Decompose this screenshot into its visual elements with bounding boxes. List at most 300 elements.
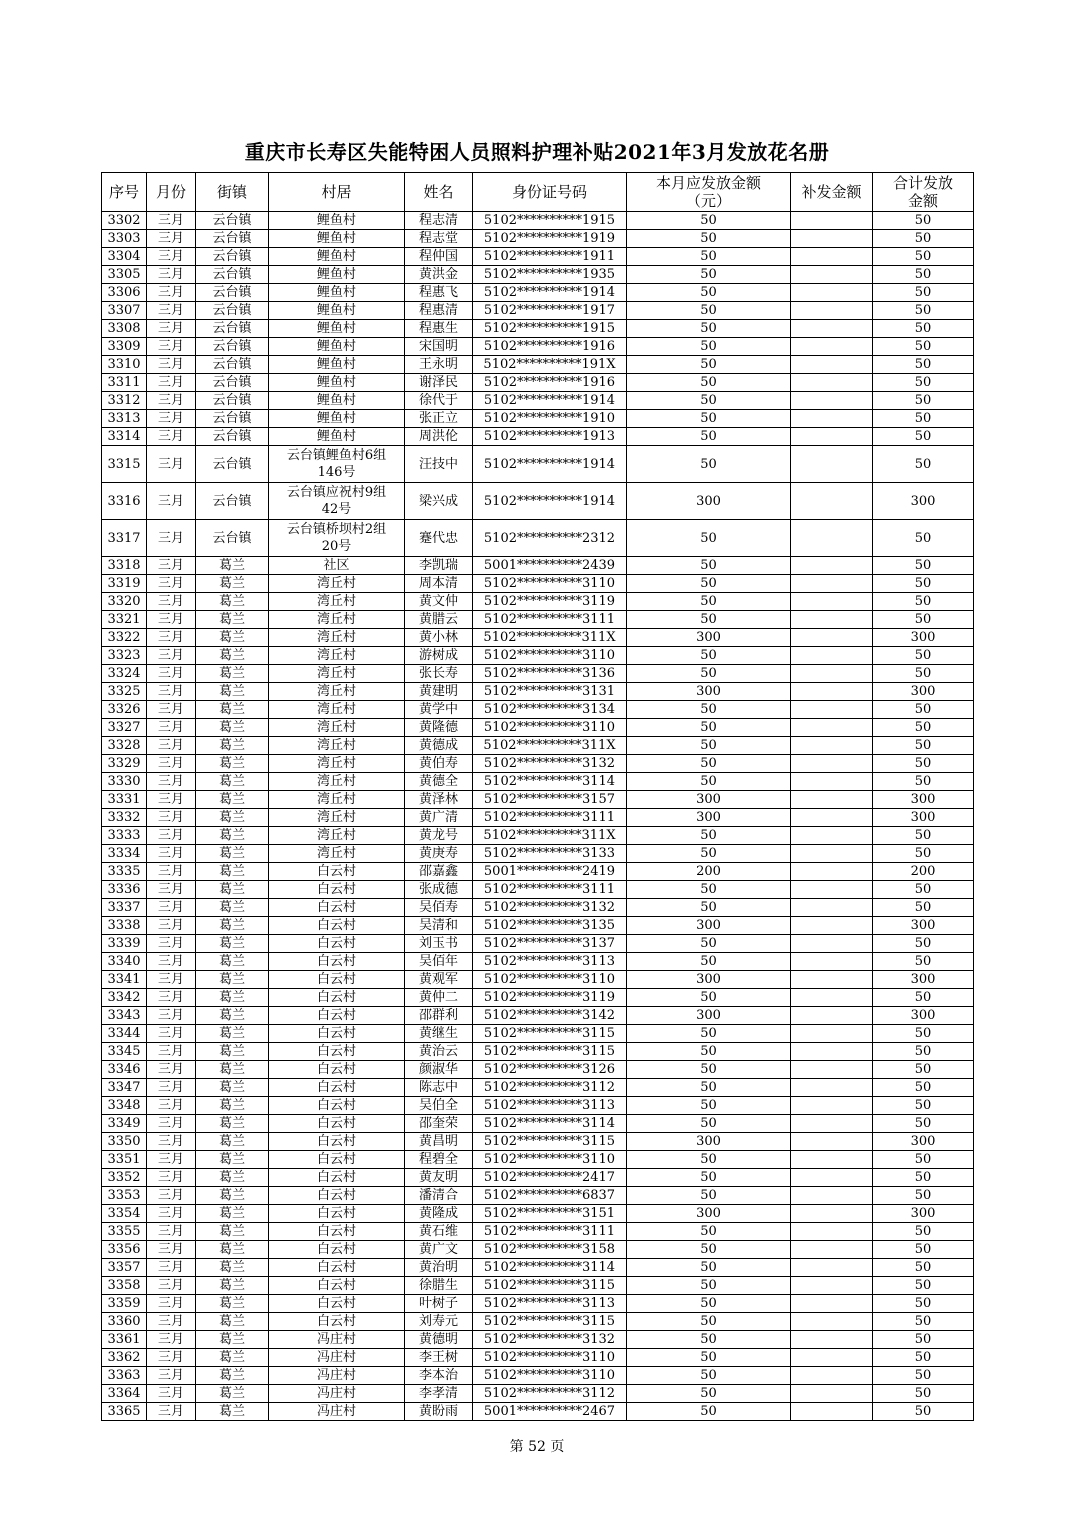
cell-town: 葛兰: [196, 1061, 269, 1079]
cell-seq: 3364: [102, 1385, 147, 1403]
column-header-month: 月份: [147, 173, 196, 212]
cell-seq: 3313: [102, 410, 147, 428]
cell-seq: 3340: [102, 953, 147, 971]
cell-monthly-amount: 200: [627, 863, 791, 881]
cell-village: 湾丘村: [269, 611, 405, 629]
cell-month: 三月: [147, 611, 196, 629]
cell-monthly-amount: 300: [627, 1007, 791, 1025]
cell-monthly-amount: 50: [627, 1151, 791, 1169]
table-row: [102, 266, 974, 284]
cell-id-number: 5102**********3157: [473, 791, 627, 809]
cell-village: 鲤鱼村: [269, 248, 405, 266]
cell-month: 三月: [147, 1115, 196, 1133]
cell-name: 吴佰寿: [405, 899, 473, 917]
cell-month: 三月: [147, 647, 196, 665]
table-row: [102, 701, 974, 719]
cell-town: 葛兰: [196, 629, 269, 647]
cell-town: 葛兰: [196, 737, 269, 755]
cell-id-number: 5102**********3126: [473, 1061, 627, 1079]
cell-total: 50: [873, 1223, 974, 1241]
cell-supplement: [791, 1025, 873, 1043]
cell-month: 三月: [147, 1169, 196, 1187]
cell-monthly-amount: 300: [627, 809, 791, 827]
cell-month: 三月: [147, 665, 196, 683]
cell-total: 50: [873, 284, 974, 302]
cell-supplement: [791, 971, 873, 989]
cell-seq: 3360: [102, 1313, 147, 1331]
cell-monthly-amount: 300: [627, 1205, 791, 1223]
cell-seq: 3365: [102, 1403, 147, 1421]
cell-name: 张长寿: [405, 665, 473, 683]
cell-monthly-amount: 50: [627, 1241, 791, 1259]
cell-supplement: [791, 266, 873, 284]
cell-name: 黄广文: [405, 1241, 473, 1259]
cell-town: 云台镇: [196, 446, 269, 483]
cell-month: 三月: [147, 1295, 196, 1313]
cell-total: 50: [873, 935, 974, 953]
cell-id-number: 5102**********311X: [473, 827, 627, 845]
cell-village: 湾丘村: [269, 665, 405, 683]
cell-id-number: 5102**********3114: [473, 773, 627, 791]
table-row: [102, 899, 974, 917]
cell-name: 刘玉书: [405, 935, 473, 953]
cell-supplement: [791, 446, 873, 483]
cell-total: 200: [873, 863, 974, 881]
cell-month: 三月: [147, 212, 196, 230]
table-row: [102, 953, 974, 971]
cell-id-number: 5102**********3111: [473, 611, 627, 629]
table-row: [102, 1187, 974, 1205]
table-row: [102, 392, 974, 410]
cell-seq: 3332: [102, 809, 147, 827]
cell-name: 黄学中: [405, 701, 473, 719]
cell-month: 三月: [147, 284, 196, 302]
cell-town: 葛兰: [196, 1241, 269, 1259]
cell-monthly-amount: 50: [627, 1385, 791, 1403]
cell-name: 黄庚寿: [405, 845, 473, 863]
cell-month: 三月: [147, 356, 196, 374]
cell-supplement: [791, 935, 873, 953]
cell-village: 白云村: [269, 1241, 405, 1259]
cell-seq: 3352: [102, 1169, 147, 1187]
cell-supplement: [791, 773, 873, 791]
cell-seq: 3330: [102, 773, 147, 791]
cell-monthly-amount: 50: [627, 647, 791, 665]
cell-month: 三月: [147, 1205, 196, 1223]
cell-supplement: [791, 647, 873, 665]
cell-total: 50: [873, 446, 974, 483]
cell-total: 50: [873, 1025, 974, 1043]
cell-month: 三月: [147, 1331, 196, 1349]
cell-name: 吴佰年: [405, 953, 473, 971]
cell-seq: 3331: [102, 791, 147, 809]
cell-month: 三月: [147, 827, 196, 845]
cell-name: 程惠生: [405, 320, 473, 338]
cell-town: 葛兰: [196, 971, 269, 989]
cell-seq: 3321: [102, 611, 147, 629]
cell-seq: 3322: [102, 629, 147, 647]
cell-supplement: [791, 701, 873, 719]
cell-name: 颜淑华: [405, 1061, 473, 1079]
cell-supplement: [791, 1097, 873, 1115]
cell-town: 云台镇: [196, 410, 269, 428]
cell-supplement: [791, 827, 873, 845]
cell-supplement: [791, 809, 873, 827]
cell-month: 三月: [147, 320, 196, 338]
cell-id-number: 5102**********3114: [473, 1259, 627, 1277]
cell-id-number: 5102**********3113: [473, 1295, 627, 1313]
cell-total: 50: [873, 1187, 974, 1205]
cell-id-number: 5102**********3135: [473, 917, 627, 935]
cell-total: 50: [873, 520, 974, 557]
cell-id-number: 5102**********3113: [473, 953, 627, 971]
cell-name: 黄文仲: [405, 593, 473, 611]
cell-id-number: 5102**********3119: [473, 593, 627, 611]
cell-month: 三月: [147, 1241, 196, 1259]
cell-supplement: [791, 338, 873, 356]
cell-seq: 3319: [102, 575, 147, 593]
cell-monthly-amount: 50: [627, 1277, 791, 1295]
table-row: [102, 1025, 974, 1043]
cell-name: 程仲国: [405, 248, 473, 266]
cell-supplement: [791, 719, 873, 737]
cell-name: 蹇代忠: [405, 520, 473, 557]
cell-total: 50: [873, 593, 974, 611]
cell-id-number: 5001**********2439: [473, 557, 627, 575]
cell-total: 50: [873, 356, 974, 374]
cell-id-number: 5102**********3110: [473, 1151, 627, 1169]
table-row: [102, 446, 974, 483]
cell-total: 50: [873, 1097, 974, 1115]
cell-seq: 3329: [102, 755, 147, 773]
column-header-village: 村居: [269, 173, 405, 212]
cell-village: 白云村: [269, 1007, 405, 1025]
cell-town: 葛兰: [196, 1331, 269, 1349]
cell-id-number: 5102**********1914: [473, 483, 627, 520]
cell-total: 50: [873, 1349, 974, 1367]
table-row: [102, 1403, 974, 1421]
cell-id-number: 5102**********3133: [473, 845, 627, 863]
cell-id-number: 5102**********3110: [473, 1367, 627, 1385]
cell-village: 鲤鱼村: [269, 410, 405, 428]
cell-village: 白云村: [269, 1097, 405, 1115]
cell-town: 葛兰: [196, 881, 269, 899]
cell-seq: 3323: [102, 647, 147, 665]
cell-seq: 3306: [102, 284, 147, 302]
cell-town: 葛兰: [196, 701, 269, 719]
table-row: [102, 1349, 974, 1367]
cell-supplement: [791, 1331, 873, 1349]
cell-total: 50: [873, 1403, 974, 1421]
cell-name: 李本治: [405, 1367, 473, 1385]
cell-id-number: 5102**********1916: [473, 338, 627, 356]
cell-monthly-amount: 300: [627, 1133, 791, 1151]
cell-seq: 3309: [102, 338, 147, 356]
table-row: [102, 356, 974, 374]
cell-month: 三月: [147, 593, 196, 611]
cell-id-number: 5102**********2312: [473, 520, 627, 557]
cell-month: 三月: [147, 845, 196, 863]
cell-id-number: 5102**********3115: [473, 1043, 627, 1061]
cell-seq: 3362: [102, 1349, 147, 1367]
cell-village: 白云村: [269, 1205, 405, 1223]
cell-name: 黄泽林: [405, 791, 473, 809]
cell-monthly-amount: 50: [627, 374, 791, 392]
cell-name: 潘清合: [405, 1187, 473, 1205]
cell-town: 云台镇: [196, 338, 269, 356]
cell-id-number: 5102**********3111: [473, 809, 627, 827]
cell-id-number: 5102**********1915: [473, 320, 627, 338]
cell-total: 50: [873, 719, 974, 737]
table-row: [102, 1313, 974, 1331]
cell-id-number: 5102**********6837: [473, 1187, 627, 1205]
cell-supplement: [791, 410, 873, 428]
cell-supplement: [791, 881, 873, 899]
cell-month: 三月: [147, 575, 196, 593]
cell-id-number: 5102**********1914: [473, 392, 627, 410]
cell-monthly-amount: 300: [627, 791, 791, 809]
cell-seq: 3314: [102, 428, 147, 446]
cell-month: 三月: [147, 863, 196, 881]
cell-name: 黄盼雨: [405, 1403, 473, 1421]
cell-village: 白云村: [269, 1259, 405, 1277]
cell-town: 葛兰: [196, 1007, 269, 1025]
cell-town: 云台镇: [196, 392, 269, 410]
cell-month: 三月: [147, 701, 196, 719]
cell-supplement: [791, 520, 873, 557]
cell-monthly-amount: 50: [627, 593, 791, 611]
table-row: [102, 1115, 974, 1133]
cell-name: 程志堂: [405, 230, 473, 248]
table-row: [102, 410, 974, 428]
cell-month: 三月: [147, 338, 196, 356]
table-row: [102, 1259, 974, 1277]
cell-supplement: [791, 1367, 873, 1385]
cell-name: 周洪伦: [405, 428, 473, 446]
cell-total: 50: [873, 899, 974, 917]
table-row: [102, 320, 974, 338]
cell-supplement: [791, 791, 873, 809]
cell-seq: 3302: [102, 212, 147, 230]
cell-month: 三月: [147, 483, 196, 520]
cell-name: 黄治明: [405, 1259, 473, 1277]
table-row: [102, 935, 974, 953]
cell-total: 50: [873, 266, 974, 284]
cell-monthly-amount: 50: [627, 575, 791, 593]
cell-name: 李孝清: [405, 1385, 473, 1403]
cell-supplement: [791, 284, 873, 302]
cell-seq: 3324: [102, 665, 147, 683]
cell-seq: 3349: [102, 1115, 147, 1133]
cell-village: 湾丘村: [269, 719, 405, 737]
cell-id-number: 5102**********3110: [473, 647, 627, 665]
cell-id-number: 5102**********191X: [473, 356, 627, 374]
cell-village: 白云村: [269, 1223, 405, 1241]
cell-total: 50: [873, 557, 974, 575]
cell-village: 湾丘村: [269, 575, 405, 593]
cell-monthly-amount: 50: [627, 845, 791, 863]
cell-month: 三月: [147, 248, 196, 266]
cell-village: 鲤鱼村: [269, 230, 405, 248]
cell-total: 50: [873, 665, 974, 683]
cell-total: 50: [873, 1295, 974, 1313]
cell-village: 湾丘村: [269, 827, 405, 845]
cell-month: 三月: [147, 989, 196, 1007]
cell-total: 300: [873, 917, 974, 935]
cell-name: 黄仲二: [405, 989, 473, 1007]
cell-name: 周本清: [405, 575, 473, 593]
cell-seq: 3344: [102, 1025, 147, 1043]
cell-id-number: 5102**********3151: [473, 1205, 627, 1223]
table-body: [102, 212, 974, 1421]
cell-name: 李凯瑞: [405, 557, 473, 575]
cell-village: 白云村: [269, 1169, 405, 1187]
cell-monthly-amount: 50: [627, 248, 791, 266]
cell-id-number: 5102**********3132: [473, 755, 627, 773]
cell-id-number: 5102**********3131: [473, 683, 627, 701]
cell-seq: 3338: [102, 917, 147, 935]
cell-monthly-amount: 50: [627, 557, 791, 575]
cell-month: 三月: [147, 1385, 196, 1403]
cell-id-number: 5102**********3111: [473, 881, 627, 899]
cell-town: 云台镇: [196, 356, 269, 374]
cell-seq: 3303: [102, 230, 147, 248]
cell-seq: 3328: [102, 737, 147, 755]
table-row: [102, 1367, 974, 1385]
cell-seq: 3357: [102, 1259, 147, 1277]
cell-total: 50: [873, 1367, 974, 1385]
cell-total: 50: [873, 1043, 974, 1061]
cell-supplement: [791, 428, 873, 446]
cell-monthly-amount: 50: [627, 1025, 791, 1043]
cell-monthly-amount: 300: [627, 683, 791, 701]
cell-monthly-amount: 50: [627, 1259, 791, 1277]
cell-village: 鲤鱼村: [269, 284, 405, 302]
cell-month: 三月: [147, 1223, 196, 1241]
cell-monthly-amount: 50: [627, 284, 791, 302]
cell-town: 葛兰: [196, 827, 269, 845]
table-row: [102, 212, 974, 230]
cell-name: 吴清和: [405, 917, 473, 935]
cell-name: 徐腊生: [405, 1277, 473, 1295]
cell-village: 鲤鱼村: [269, 428, 405, 446]
cell-village: 鲤鱼村: [269, 266, 405, 284]
cell-town: 葛兰: [196, 1115, 269, 1133]
cell-total: 50: [873, 1385, 974, 1403]
table-row: [102, 791, 974, 809]
cell-name: 游树成: [405, 647, 473, 665]
cell-month: 三月: [147, 392, 196, 410]
cell-seq: 3334: [102, 845, 147, 863]
cell-village: 鲤鱼村: [269, 374, 405, 392]
cell-supplement: [791, 1043, 873, 1061]
cell-month: 三月: [147, 755, 196, 773]
cell-seq: 3318: [102, 557, 147, 575]
cell-supplement: [791, 248, 873, 266]
table-row: [102, 1241, 974, 1259]
cell-town: 葛兰: [196, 1025, 269, 1043]
table-row: [102, 719, 974, 737]
cell-village: 湾丘村: [269, 791, 405, 809]
cell-monthly-amount: 50: [627, 1331, 791, 1349]
cell-seq: 3354: [102, 1205, 147, 1223]
cell-name: 黄观军: [405, 971, 473, 989]
cell-id-number: 5102**********311X: [473, 737, 627, 755]
cell-total: 50: [873, 1331, 974, 1349]
cell-id-number: 5102**********3132: [473, 1331, 627, 1349]
cell-seq: 3312: [102, 392, 147, 410]
cell-name: 程惠飞: [405, 284, 473, 302]
table-row: [102, 989, 974, 1007]
column-header-seq: 序号: [102, 173, 147, 212]
cell-name: 黄隆成: [405, 1205, 473, 1223]
cell-seq: 3335: [102, 863, 147, 881]
table-row: [102, 575, 974, 593]
cell-name: 程碧全: [405, 1151, 473, 1169]
cell-id-number: 5102**********3110: [473, 1349, 627, 1367]
cell-id-number: 5102**********3112: [473, 1079, 627, 1097]
cell-monthly-amount: 50: [627, 755, 791, 773]
cell-seq: 3351: [102, 1151, 147, 1169]
cell-town: 葛兰: [196, 1097, 269, 1115]
cell-supplement: [791, 1349, 873, 1367]
cell-name: 黄龙号: [405, 827, 473, 845]
cell-monthly-amount: 300: [627, 483, 791, 520]
cell-supplement: [791, 593, 873, 611]
cell-total: 50: [873, 827, 974, 845]
cell-name: 黄德明: [405, 1331, 473, 1349]
cell-total: 50: [873, 392, 974, 410]
cell-seq: 3326: [102, 701, 147, 719]
cell-seq: 3356: [102, 1241, 147, 1259]
cell-month: 三月: [147, 719, 196, 737]
cell-village: 白云村: [269, 881, 405, 899]
cell-total: 50: [873, 737, 974, 755]
cell-id-number: 5102**********1917: [473, 302, 627, 320]
cell-village: 白云村: [269, 863, 405, 881]
cell-village: 白云村: [269, 971, 405, 989]
cell-name: 程志清: [405, 212, 473, 230]
cell-id-number: 5102**********2417: [473, 1169, 627, 1187]
cell-supplement: [791, 845, 873, 863]
cell-month: 三月: [147, 683, 196, 701]
cell-total: 50: [873, 320, 974, 338]
cell-total: 50: [873, 410, 974, 428]
cell-supplement: [791, 1277, 873, 1295]
cell-village: 湾丘村: [269, 845, 405, 863]
cell-town: 葛兰: [196, 1079, 269, 1097]
cell-seq: 3343: [102, 1007, 147, 1025]
cell-supplement: [791, 1115, 873, 1133]
cell-town: 葛兰: [196, 719, 269, 737]
cell-supplement: [791, 737, 873, 755]
cell-monthly-amount: 300: [627, 971, 791, 989]
cell-monthly-amount: 50: [627, 230, 791, 248]
cell-village: 鲤鱼村: [269, 392, 405, 410]
cell-monthly-amount: 300: [627, 629, 791, 647]
cell-village: 白云村: [269, 1295, 405, 1313]
cell-village: 白云村: [269, 1043, 405, 1061]
cell-monthly-amount: 50: [627, 989, 791, 1007]
cell-town: 云台镇: [196, 230, 269, 248]
cell-town: 葛兰: [196, 1367, 269, 1385]
table-row: [102, 483, 974, 520]
cell-seq: 3336: [102, 881, 147, 899]
cell-village: 湾丘村: [269, 737, 405, 755]
cell-month: 三月: [147, 1403, 196, 1421]
cell-seq: 3348: [102, 1097, 147, 1115]
cell-monthly-amount: 50: [627, 338, 791, 356]
